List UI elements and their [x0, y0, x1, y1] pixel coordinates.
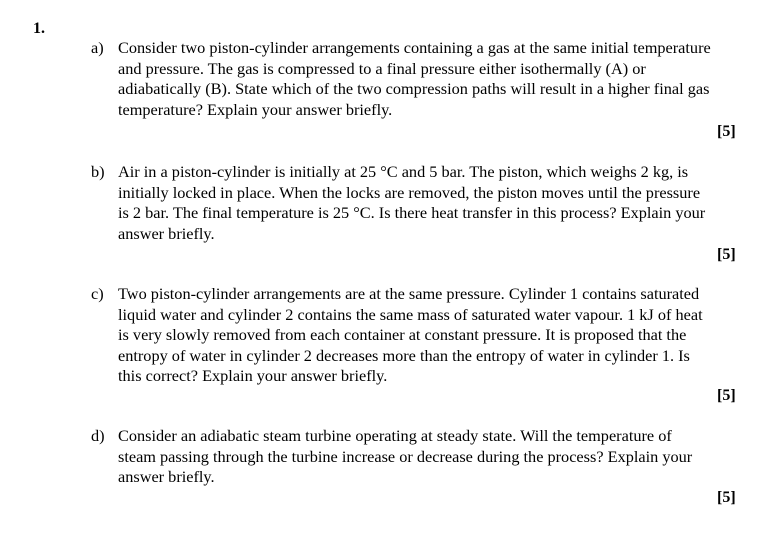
part-d — [91, 426, 711, 488]
part-a-text: Consider two piston-cylinder arrangements containing a gas at the same initial temperature and pressure. The gas is compressed to a final pressure either isothermally (A) or adiabatically (B). State which of the two compression paths will result in a higher final gas temperature? Explain your answer briefly. — [118, 38, 711, 119]
part-c-marks: [5] — [717, 387, 736, 404]
part-b-label: b) — [91, 162, 105, 181]
part-d-text: Consider an adiabatic steam turbine operating at steady state. Will the temperature of steam passing through the turbine increase or decrease during the process? Explain your answer briefly. — [118, 426, 693, 486]
part-a-marks: [5] — [717, 123, 736, 140]
part-a-label: a) — [91, 38, 104, 57]
part-c-label: c) — [91, 284, 104, 303]
part-b-text: Air in a piston-cylinder is initially at 25 °C and 5 bar. The piston, which weighs 2 kg, is initially locked in place. When the locks are removed, the piston moves until the pressure is 2 bar. The final temperature is 25 °C. Is there heat transfer in this process? Explain your answer briefly. — [118, 162, 706, 243]
part-c — [91, 284, 711, 387]
part-a — [91, 38, 711, 120]
part-d-label: d) — [91, 426, 105, 445]
part-b-marks: [5] — [717, 246, 736, 263]
part-b — [91, 162, 711, 244]
part-d-marks: [5] — [717, 489, 736, 506]
question-number: 1. — [33, 20, 45, 37]
part-c-text: Two piston-cylinder arrangements are at the same pressure. Cylinder 1 contains saturated liquid water and cylinder 2 contains the same mass of saturated water vapour. 1 kJ of heat is very slowly removed from each container at constant pressure. It is proposed that the entropy of water in cylinder 2 decreases more than the entropy of water in cylinder 1. Is this correct? Explain your answer briefly. — [118, 284, 703, 385]
